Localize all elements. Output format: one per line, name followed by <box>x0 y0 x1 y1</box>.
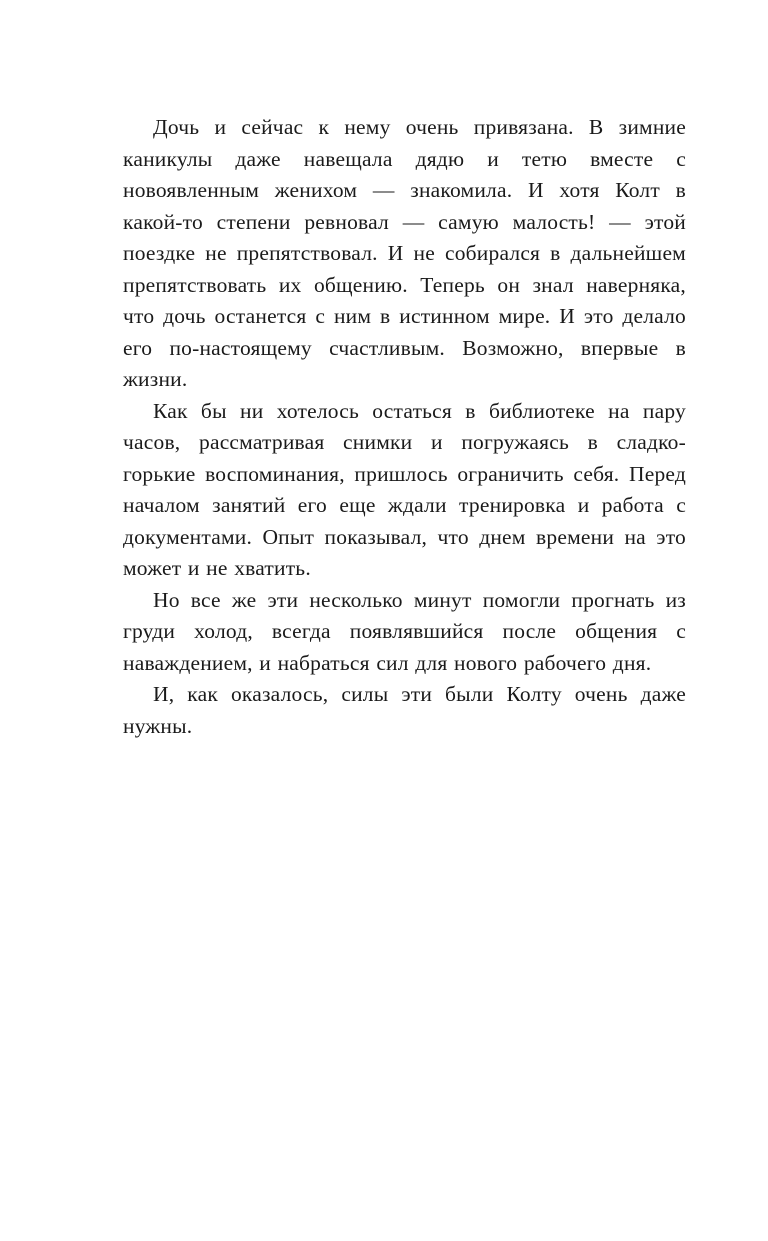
paragraph: Но все же эти несколько минут помогли прогнать из груди холод, всегда появлявшийся после общения с наваждением, и набраться сил для нового рабочего дня. <box>123 587 686 675</box>
paragraph: Как бы ни хотелось остаться в библиотеке на пару часов, рассматривая снимки и погружаясь в сладко-горькие воспоминания, пришлось ограничить себя. Перед началом занятий его еще ждали тренировка и работа с документами. Опыт показывал, что днем времени на это может и не хватить. <box>123 398 686 580</box>
paragraph: И, как оказалось, силы эти были Колту очень даже нужны. <box>123 682 686 738</box>
paragraph: Дочь и сейчас к нему очень привязана. В зимние каникулы даже навещала дядю и тетю вместе с новоявленным женихом — знакомила. И хотя Колт в какой-то степени ревновал — самую малость! — этой поездке не препятствовал. И не собирался в дальнейшем препятствовать их общению. Теперь он знал наверняка, что дочь останется с ним в истинном мире. И это делало его по-настоящему счастливым. Возможно, впервые в жизни. <box>123 115 686 391</box>
